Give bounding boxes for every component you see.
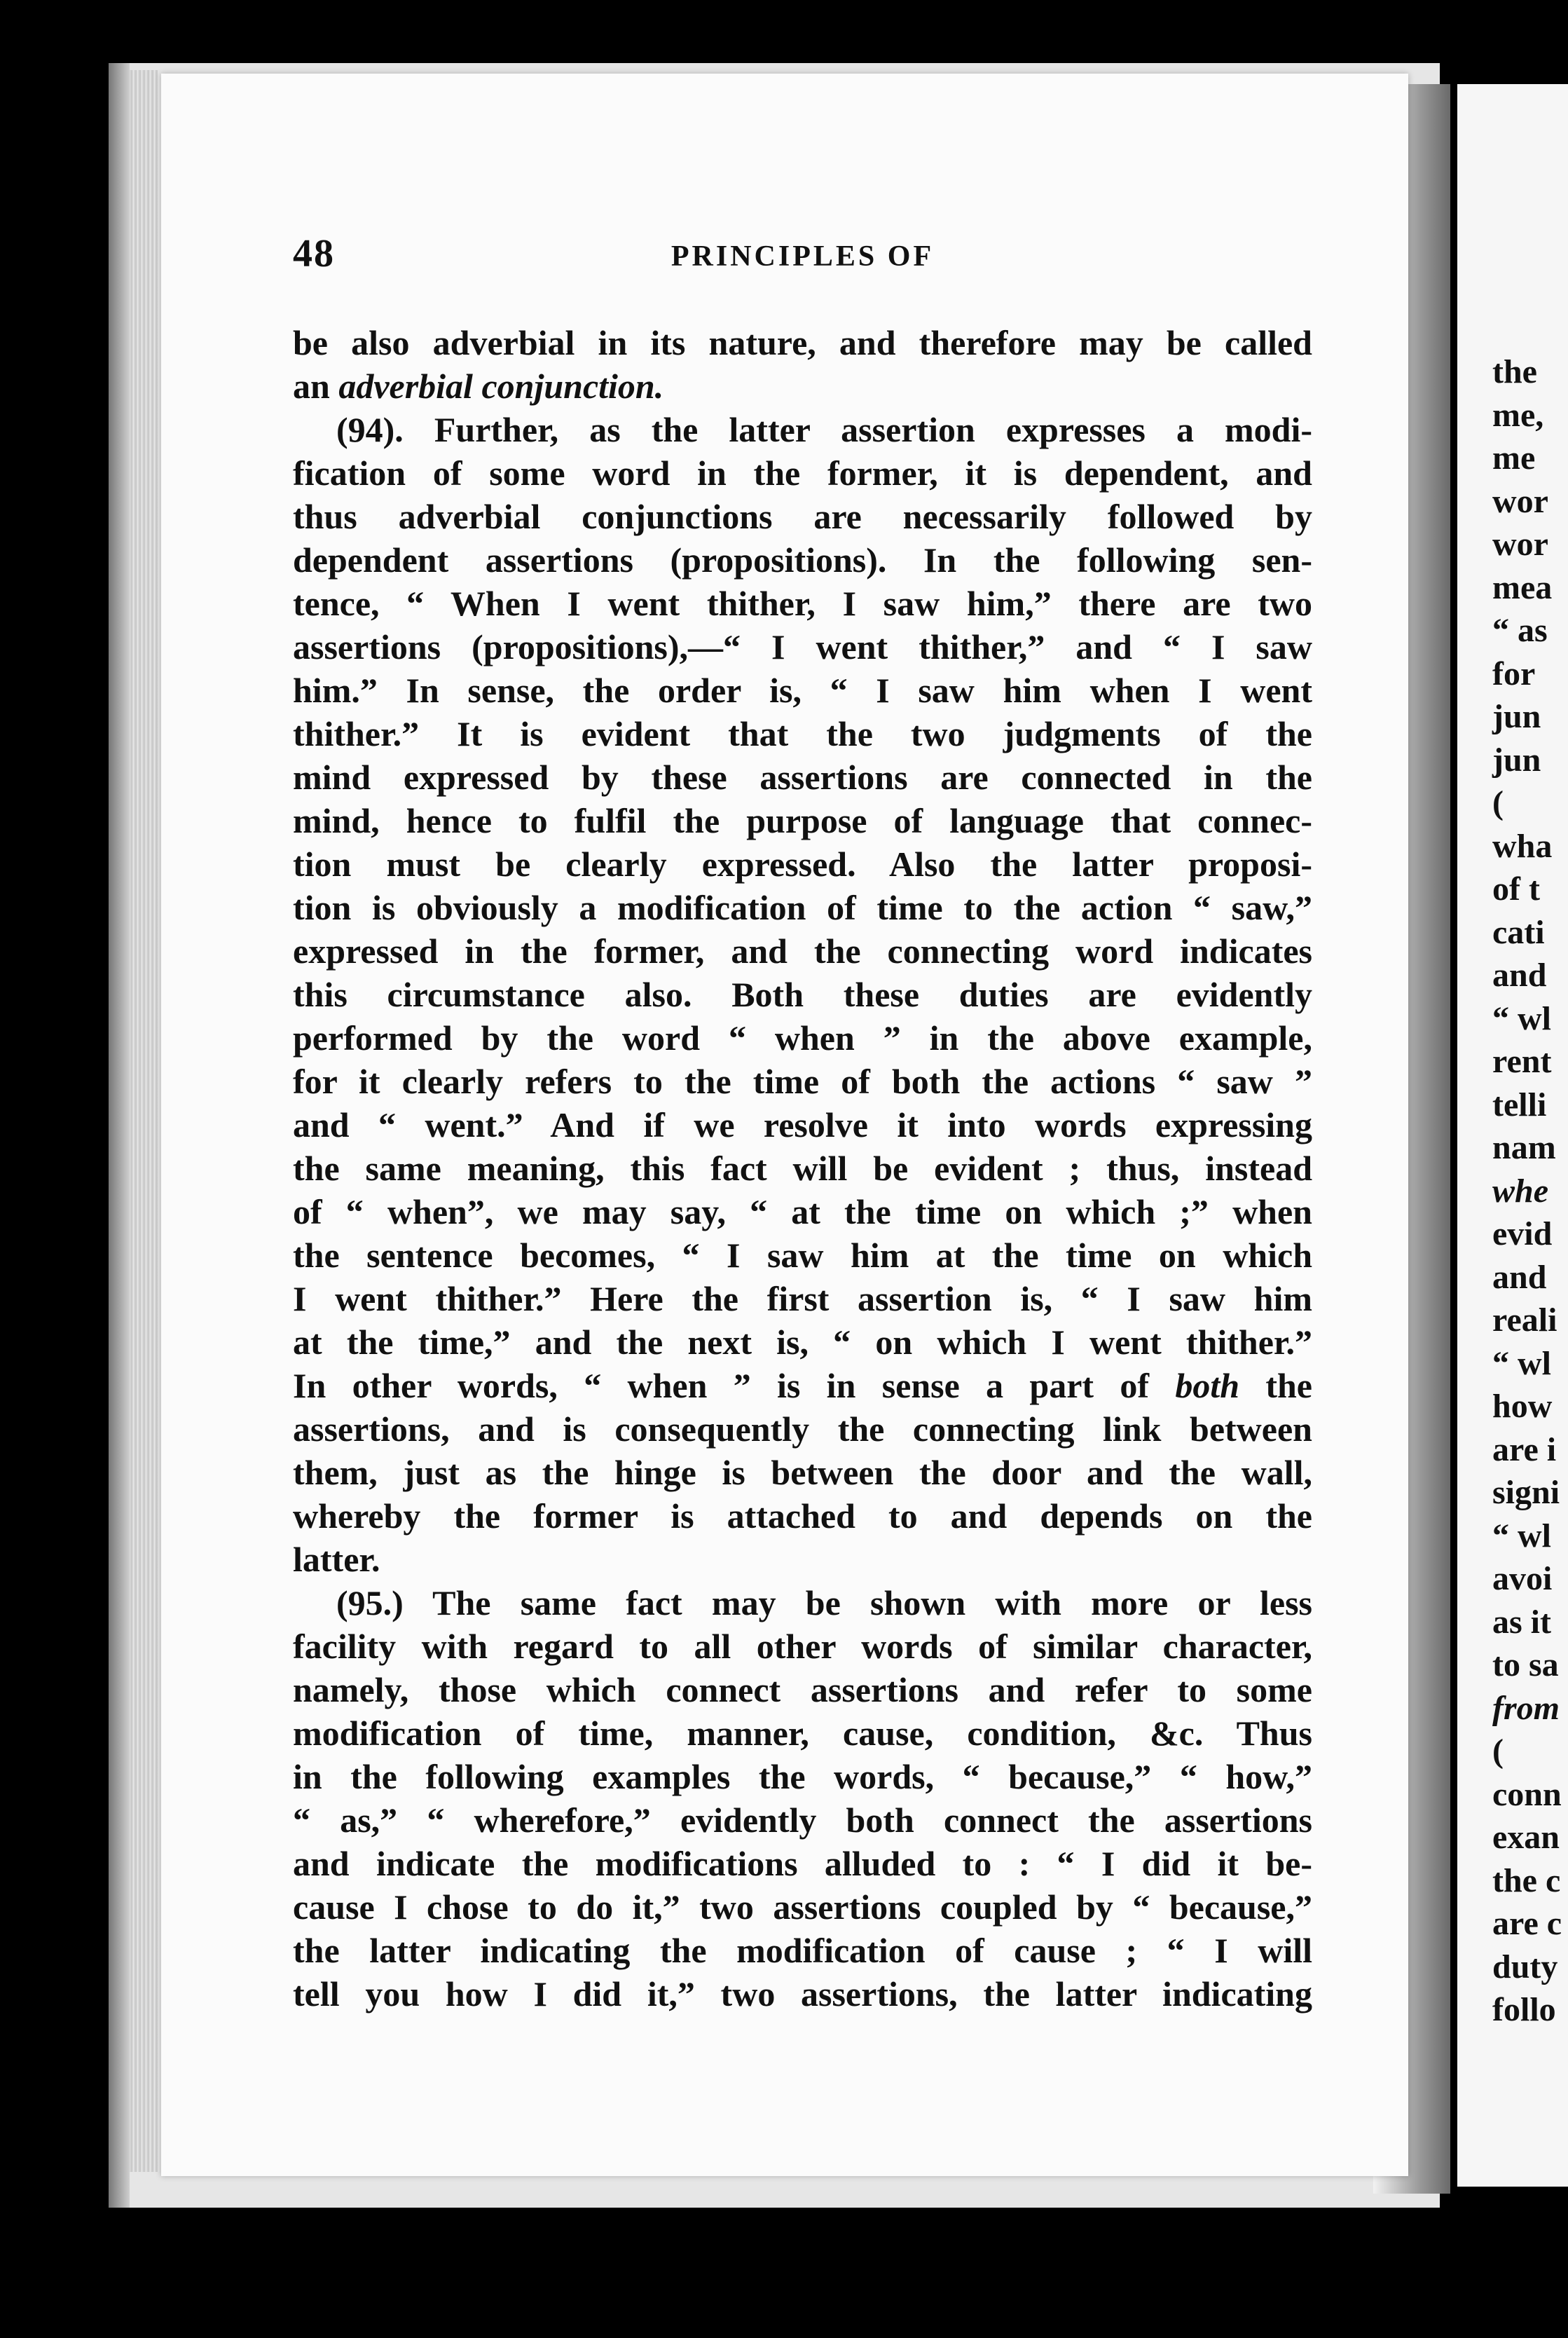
facing-page-line: (	[1492, 1732, 1504, 1770]
text-line: of “ when”, we may say, “ at the time on which ;” when	[293, 1192, 1312, 1231]
facing-page-line: “ wl	[1492, 999, 1551, 1037]
facing-page-line: wha	[1492, 827, 1553, 865]
facing-page-line: as it	[1492, 1603, 1551, 1641]
text-line: assertions (propositions),—“ I went thither,” and “ I saw	[293, 627, 1312, 666]
facing-page-line: whe	[1492, 1172, 1549, 1210]
text-line: mind expressed by these assertions are connected in the	[293, 758, 1312, 797]
facing-page-line: conn	[1492, 1775, 1562, 1813]
text-line: thither.” It is evident that the two judgments of the	[293, 714, 1312, 753]
text-line: (95.) The same fact may be shown with more or less	[336, 1583, 1312, 1622]
facing-page-line: are c	[1492, 1905, 1562, 1942]
text-line: performed by the word “ when ” in the above example,	[293, 1018, 1312, 1058]
facing-page-line: me	[1492, 439, 1536, 477]
facing-page-line: avoi	[1492, 1560, 1553, 1597]
page-edge-stack	[130, 70, 158, 2172]
text-line: mind, hence to fulfil the purpose of language that connec-	[293, 801, 1312, 840]
text-line: be also adverbial in its nature, and therefore may be called	[293, 323, 1312, 362]
text-line: tell you how I did it,” two assertions, the latter indicating	[293, 1974, 1312, 2014]
facing-page	[1457, 84, 1568, 2187]
text-line: an adverbial conjunction.	[293, 367, 664, 406]
facing-page-line: “ wl	[1492, 1344, 1551, 1382]
facing-page-line: cati	[1492, 913, 1545, 951]
text-line: and “ went.” And if we resolve it into words expressing	[293, 1105, 1312, 1144]
text-line: whereby the former is attached to and depends on the	[293, 1496, 1312, 1536]
facing-page-line: duty	[1492, 1948, 1558, 1985]
facing-page-line: jun	[1492, 698, 1541, 735]
facing-page-line: and	[1492, 1258, 1547, 1296]
text-line: at the time,” and the next is, “ on which I went thither.”	[293, 1322, 1312, 1362]
text-line: I went thither.” Here the first assertion is, “ I saw him	[293, 1279, 1312, 1318]
text-line: the same meaning, this fact will be evident ; thus, instead	[293, 1149, 1312, 1188]
facing-page-line: wor	[1492, 482, 1548, 520]
body-text	[293, 321, 1312, 2016]
text-line: the latter indicating the modification of cause ; “ I will	[293, 1931, 1312, 1970]
page-number: 48	[293, 232, 335, 275]
text-line: them, just as the hinge is between the door and the wall,	[293, 1453, 1312, 1492]
facing-page-line: “ as	[1492, 612, 1548, 649]
text-line: facility with regard to all other words of similar character,	[293, 1627, 1312, 1666]
facing-page-line: reali	[1492, 1301, 1557, 1339]
text-line: thus adverbial conjunctions are necessarily followed by	[293, 497, 1312, 536]
facing-page-line: are i	[1492, 1430, 1557, 1468]
text-line: cause I chose to do it,” two assertions coupled by “ because,”	[293, 1887, 1312, 1927]
facing-page-line: the c	[1492, 1861, 1561, 1899]
facing-page-line: and	[1492, 957, 1547, 994]
facing-page-line: for	[1492, 655, 1536, 692]
page-edge-shadow	[109, 63, 130, 2208]
text-line: tence, “ When I went thither, I saw him,” there are two	[293, 584, 1312, 623]
text-line: latter.	[293, 1540, 380, 1579]
text-line: expressed in the former, and the connecting word indicates	[293, 931, 1312, 971]
text-line: “ as,” “ wherefore,” evidently both connect the assertions	[293, 1800, 1312, 1840]
facing-page-text	[1492, 350, 1562, 2032]
facing-page-line: mea	[1492, 568, 1553, 606]
text-line: (94). Further, as the latter assertion expresses a modi-	[336, 410, 1312, 449]
facing-page-line: follo	[1492, 1991, 1556, 2028]
facing-page-line: to sa	[1492, 1646, 1559, 1683]
facing-page-line: “ wl	[1492, 1517, 1551, 1554]
facing-page-line: how	[1492, 1388, 1553, 1425]
facing-page-line: me,	[1492, 396, 1544, 434]
page-header	[293, 231, 1312, 287]
text-line: him.” In sense, the order is, “ I saw him when I went	[293, 671, 1312, 710]
italic-phrase: adverbial conjunction.	[338, 367, 664, 406]
text-line: this circumstance also. Both these duties are evidently	[293, 975, 1312, 1014]
facing-page-line: telli	[1492, 1086, 1547, 1123]
facing-page-line: from	[1492, 1689, 1560, 1727]
facing-page-line: exan	[1492, 1819, 1560, 1856]
facing-page-line: signi	[1492, 1474, 1560, 1511]
text-line: in the following examples the words, “ because,” “ how,”	[293, 1757, 1312, 1796]
facing-page-line: wor	[1492, 526, 1548, 563]
facing-page-line: (	[1492, 784, 1504, 821]
text-line: tion is obviously a modification of time to the action “ saw,”	[293, 888, 1312, 927]
text-line: the sentence becomes, “ I saw him at the time on which	[293, 1236, 1312, 1275]
facing-page-line: jun	[1492, 741, 1541, 779]
facing-page-line: nam	[1492, 1129, 1556, 1166]
text-line: assertions, and is consequently the connecting link between	[293, 1409, 1312, 1449]
running-head: PRINCIPLES OF	[670, 240, 935, 273]
facing-page-line: evid	[1492, 1215, 1553, 1252]
text-line: tion must be clearly expressed. Also the latter proposi-	[293, 845, 1312, 884]
text-line: and indicate the modifications alluded to : “ I did it be-	[293, 1844, 1312, 1883]
text-line: In other words, “ when ” is in sense a part of both the	[293, 1366, 1312, 1405]
text-line: fication of some word in the former, it is dependent, and	[293, 453, 1312, 493]
facing-page-line: rent	[1492, 1043, 1552, 1080]
italic-phrase: both	[1175, 1366, 1240, 1405]
facing-page-line: the	[1492, 353, 1537, 390]
facing-page-line: of t	[1492, 870, 1540, 908]
text-line: namely, those which connect assertions and refer to some	[293, 1670, 1312, 1709]
text-line: modification of time, manner, cause, condition, &c. Thus	[293, 1714, 1312, 1753]
text-line: for it clearly refers to the time of both the actions “ saw ”	[293, 1062, 1312, 1101]
text-line: dependent assertions (propositions). In the following sen-	[293, 540, 1312, 580]
